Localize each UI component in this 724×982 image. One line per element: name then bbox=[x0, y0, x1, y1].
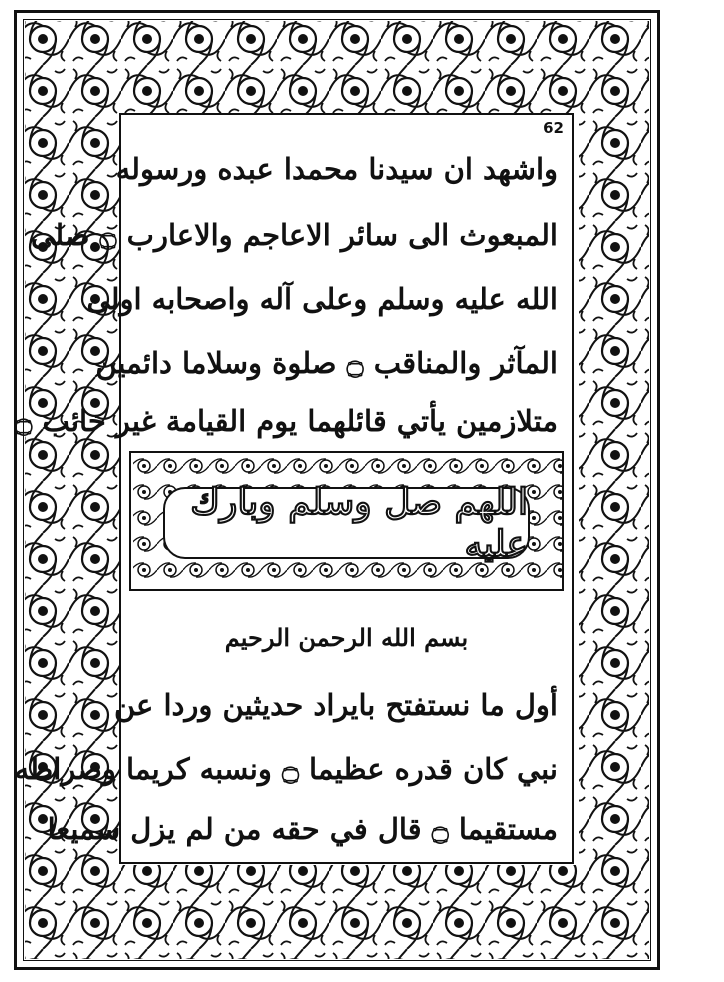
text-line: واشهد ان سيدنا محمدا عبده ورسوله bbox=[115, 152, 558, 186]
decorative-banner bbox=[129, 451, 564, 591]
banner-text: اللهم صل وسلم وبارك عليه bbox=[190, 481, 528, 565]
text-line: نبي كان قدره عظيما ۝ ونسبه كريما وصراطه bbox=[14, 752, 558, 786]
bismillah-heading: بسم الله الرحمن الرحيم bbox=[224, 623, 469, 652]
text-line: المبعوث الى سائر الاعاجم والاعارب ۝ صلى bbox=[31, 218, 558, 252]
text-line: متلازمين يأتي قائلهما يوم القيامة غير خائب ۝ bbox=[15, 404, 558, 438]
text-panel bbox=[14, 113, 574, 864]
page-number: 62 bbox=[543, 119, 564, 137]
banner-calligraphy bbox=[163, 481, 530, 565]
text-line: أول ما نستفتح بايراد حديثين وردا عن bbox=[113, 688, 558, 722]
text-line: الله عليه وسلم وعلى آله واصحابه اولى bbox=[86, 282, 558, 316]
text-line: المآثر والمناقب ۝ صلوة وسلاما دائمين bbox=[95, 346, 558, 380]
text-line: مستقيما ۝ قال في حقه من لم يزل سميعا bbox=[47, 812, 558, 846]
